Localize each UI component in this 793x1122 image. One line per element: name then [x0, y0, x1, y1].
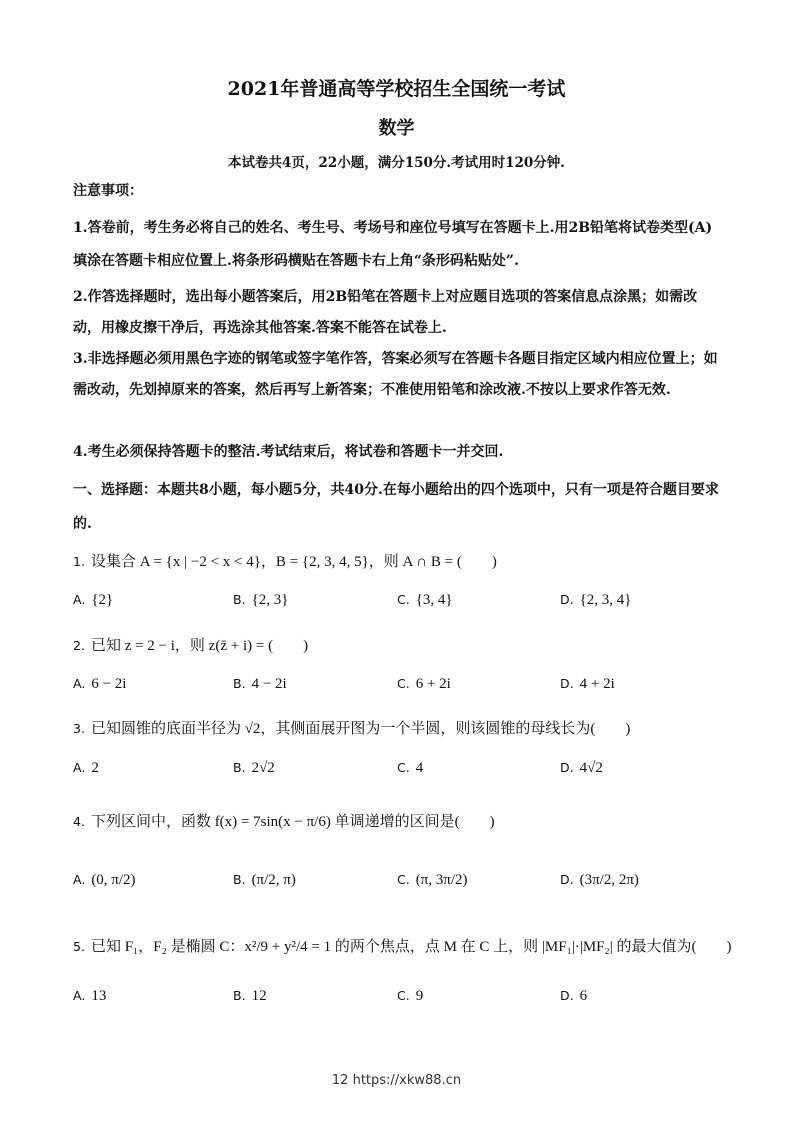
q3-option-a: A. 2 — [73, 760, 99, 776]
q5-option-b: B. 12 — [233, 988, 267, 1004]
page-footer: 12 https://xkw88.cn — [331, 1073, 462, 1088]
section-heading: 一、选择题：本题共8小题，每小题5分，共40分.在每小题给出的四个选项中，只有一项是符合题目要求的. — [73, 482, 719, 532]
q3-option-b: B. 2√2 — [233, 760, 275, 776]
q2-option-b: B. 4 − 2i — [233, 676, 287, 692]
q5-option-d: D. 6 — [560, 988, 588, 1004]
q4-option-a: A. (0, π/2) — [73, 872, 136, 888]
exam-meta: 本试卷共4页，22小题，满分150分.考试用时120分钟. — [228, 155, 565, 171]
page-title: 2021年普通高等学校招生全国统一考试 — [227, 78, 566, 100]
q2-option-d: D. 4 + 2i — [560, 676, 615, 692]
notice-item-4: 4.考生必须保持答题卡的整洁.考试结束后，将试卷和答题卡一并交回. — [73, 444, 504, 460]
q1-option-c: C. {3, 4} — [397, 592, 453, 608]
notice-item-2: 2.作答选择题时，选出每小题答案后，用2B铅笔在答题卡上对应题目选项的答案信息点涂黑；如需改动，用橡皮擦干净后，再选涂其他答案.答案不能答在试卷上. — [73, 289, 698, 336]
question-1-stem — [73, 550, 497, 571]
q4-option-d: D. (3π/2, 2π) — [560, 872, 639, 888]
subject-title: 数学 — [378, 118, 415, 139]
q3-option-d: D. 4√2 — [560, 760, 603, 776]
q2-option-c: C. 6 + 2i — [397, 676, 451, 692]
q4-option-c: C. (π, 3π/2) — [397, 872, 468, 888]
notice-item-3: 3.非选择题必须用黑色字迹的钢笔或签字笔作答，答案必须写在答题卡各题目指定区域内相应位置上；如需改动，先划掉原来的答案，然后再写上新答案；不准使用铅笔和涂改液.不按以上要求作答无效. — [73, 351, 718, 398]
question-3-stem: 3. 已知圆锥的底面半径为 √2，其侧面展开图为一个半圆，则该圆锥的母线长为( ) — [73, 721, 631, 737]
question-text: 设集合 A = {x | −2 < x < 4}，B = {2, 3, 4, 5}，则 A ∩ B = ( ) — [90, 554, 497, 570]
q5-option-c: C. 9 — [397, 988, 424, 1004]
q2-option-a: A. 6 − 2i — [73, 676, 127, 692]
q4-option-b: B. (π/2, π) — [233, 872, 296, 888]
q1-option-b: B. {2, 3} — [233, 592, 289, 608]
q3-option-c: C. 4 — [397, 760, 424, 776]
notice-item-1: 1.答卷前，考生务必将自己的姓名、考生号、考场号和座位号填写在答题卡上.用2B铅笔将试卷类型(A)填涂在答题卡相应位置上.将条形码横贴在答题卡右上角“条形码粘贴处”. — [73, 220, 713, 269]
question-5-stem: 5. 已知 F₁，F₂ 是椭圆 C：x²/9 + y²/4 = 1 的两个焦点，点 M 在 C 上，则 |MF₁|·|MF₂| 的最大值为( ) — [73, 939, 732, 955]
question-number: 1. — [73, 554, 85, 569]
q1-option-a: A. {2} — [73, 592, 114, 608]
question-2-stem: 2. 已知 z = 2 − i，则 z(z̄ + i) = ( ) — [73, 638, 309, 654]
q1-option-d: D. {2, 3, 4} — [560, 592, 632, 608]
q5-option-a: A. 13 — [73, 988, 107, 1004]
notice-heading: 注意事项： — [73, 183, 143, 199]
question-4-stem: 4. 下列区间中，函数 f(x) = 7sin(x − π/6) 单调递增的区间是( ) — [73, 814, 495, 830]
